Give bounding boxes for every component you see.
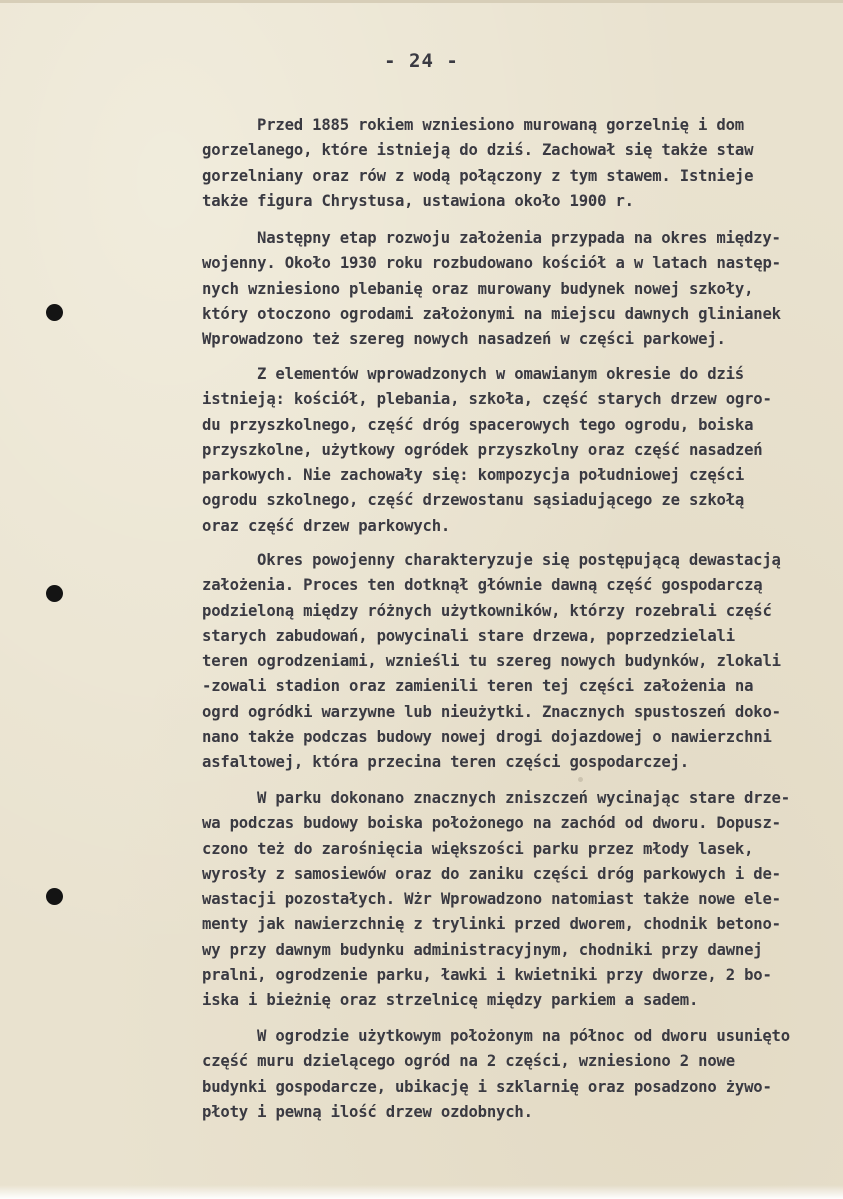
- text-line: Następny etap rozwoju założenia przypada na okres między-: [257, 229, 781, 247]
- text-line: asfaltowej, która przecina teren części gospodarczej.: [202, 753, 689, 772]
- text-line: ogrd ogródki warzywne lub nieużytki. Znacznych spustoszeń doko-: [202, 702, 781, 721]
- text-line: gorzelanego, które istnieją do dziś. Zachował się także staw: [202, 141, 754, 160]
- text-line: Wprowadzono też szereg nowych nasadzeń w części parkowej.: [202, 330, 726, 349]
- text-line: nano także podczas budowy nowej drogi dojazdowej o nawierzchni: [202, 728, 772, 747]
- text-line: du przyszkolnego, część dróg spacerowych tego ogrodu, boiska: [202, 415, 754, 434]
- text-line: wyrosły z samosiewów oraz do zaniku części dróg parkowych i de-: [202, 864, 781, 883]
- bottom-edge: [0, 1185, 843, 1199]
- text-line: starych zabudowań, powycinali stare drzewa, poprzedzielali: [202, 626, 735, 645]
- text-line: oraz część drzew parkowych.: [202, 516, 451, 535]
- text-line: część muru dzielącego ogród na 2 części, wzniesiono 2 nowe: [202, 1052, 735, 1071]
- text-line: wastacji pozostałych. Wżr Wprowadzono natomiast także nowe ele-: [202, 890, 781, 909]
- text-line: wojenny. Około 1930 roku rozbudowano kościół a w latach następ-: [202, 254, 781, 273]
- text-line: przyszkolne, użytkowy ogródek przyszkolny oraz część nasadzeń: [202, 440, 763, 459]
- text-line: wa podczas budowy boiska położonego na zachód od dworu. Dopusz-: [202, 814, 781, 833]
- paragraph: [202, 226, 820, 352]
- text-line: nych wzniesiono plebanię oraz murowany budynek nowej szkoły,: [202, 279, 754, 298]
- text-line: istnieją: kościół, plebania, szkoła, część starych drzew ogro-: [202, 390, 772, 409]
- text-line: Okres powojenny charakteryzuje się postępującą dewastacją: [257, 551, 781, 569]
- top-edge: [0, 0, 843, 3]
- paragraph: [202, 362, 820, 539]
- punch-hole: [46, 304, 63, 321]
- text-line: -zowali stadion oraz zamienili teren tej części założenia na: [202, 677, 754, 696]
- text-line: W ogrodzie użytkowym położonym na północ od dworu usunięto: [257, 1027, 790, 1045]
- text-line: wy przy dawnym budynku administracyjnym, chodniki przy dawnej: [202, 940, 763, 959]
- text-line: W parku dokonano znacznych zniszczeń wycinając stare drze-: [257, 789, 790, 807]
- text-line: podzieloną między różnych użytkowników, którzy rozebrali część: [202, 601, 772, 620]
- text-line: także figura Chrystusa, ustawiona około 1900 r.: [202, 191, 634, 210]
- page-number: - 24 -: [384, 50, 459, 72]
- text-line: założenia. Proces ten dotknął głównie dawną część gospodarczą: [202, 576, 763, 595]
- text-line: iska i bieżnię oraz strzelnicę między parkiem a sadem.: [202, 991, 699, 1010]
- text-line: ogrodu szkolnego, część drzewostanu sąsiadującego ze szkołą: [202, 491, 745, 510]
- paragraph: [202, 548, 820, 776]
- text-line: pralni, ogrodzenie parku, ławki i kwietniki przy dworze, 2 bo-: [202, 966, 772, 985]
- text-line: gorzelniany oraz rów z wodą połączony z tym stawem. Istnieje: [202, 166, 754, 185]
- text-line: czono też do zarośnięcia większości parku przez młody lasek,: [202, 839, 754, 858]
- text-line: płoty i pewną ilość drzew ozdobnych.: [202, 1102, 533, 1121]
- punch-hole: [46, 585, 63, 602]
- text-line: teren ogrodzeniami, wznieśli tu szereg nowych budynków, zlokali: [202, 652, 781, 671]
- text-line: menty jak nawierzchnię z trylinki przed dworem, chodnik betono-: [202, 915, 781, 934]
- text-line: Przed 1885 rokiem wzniesiono murowaną gorzelnię i dom: [257, 116, 744, 134]
- text-line: budynki gospodarcze, ubikację i szklarnię oraz posadzono żywo-: [202, 1077, 772, 1096]
- ink-speck: [578, 777, 583, 782]
- paragraph: [202, 1024, 820, 1125]
- text-line: który otoczono ogrodami założonymi na miejscu dawnych glinianek: [202, 304, 781, 323]
- text-line: Z elementów wprowadzonych w omawianym okresie do dziś: [257, 365, 744, 383]
- punch-hole: [46, 888, 63, 905]
- paragraph: [202, 786, 820, 1014]
- paragraph: [202, 113, 820, 214]
- text-line: parkowych. Nie zachowały się: kompozycja południowej części: [202, 466, 745, 485]
